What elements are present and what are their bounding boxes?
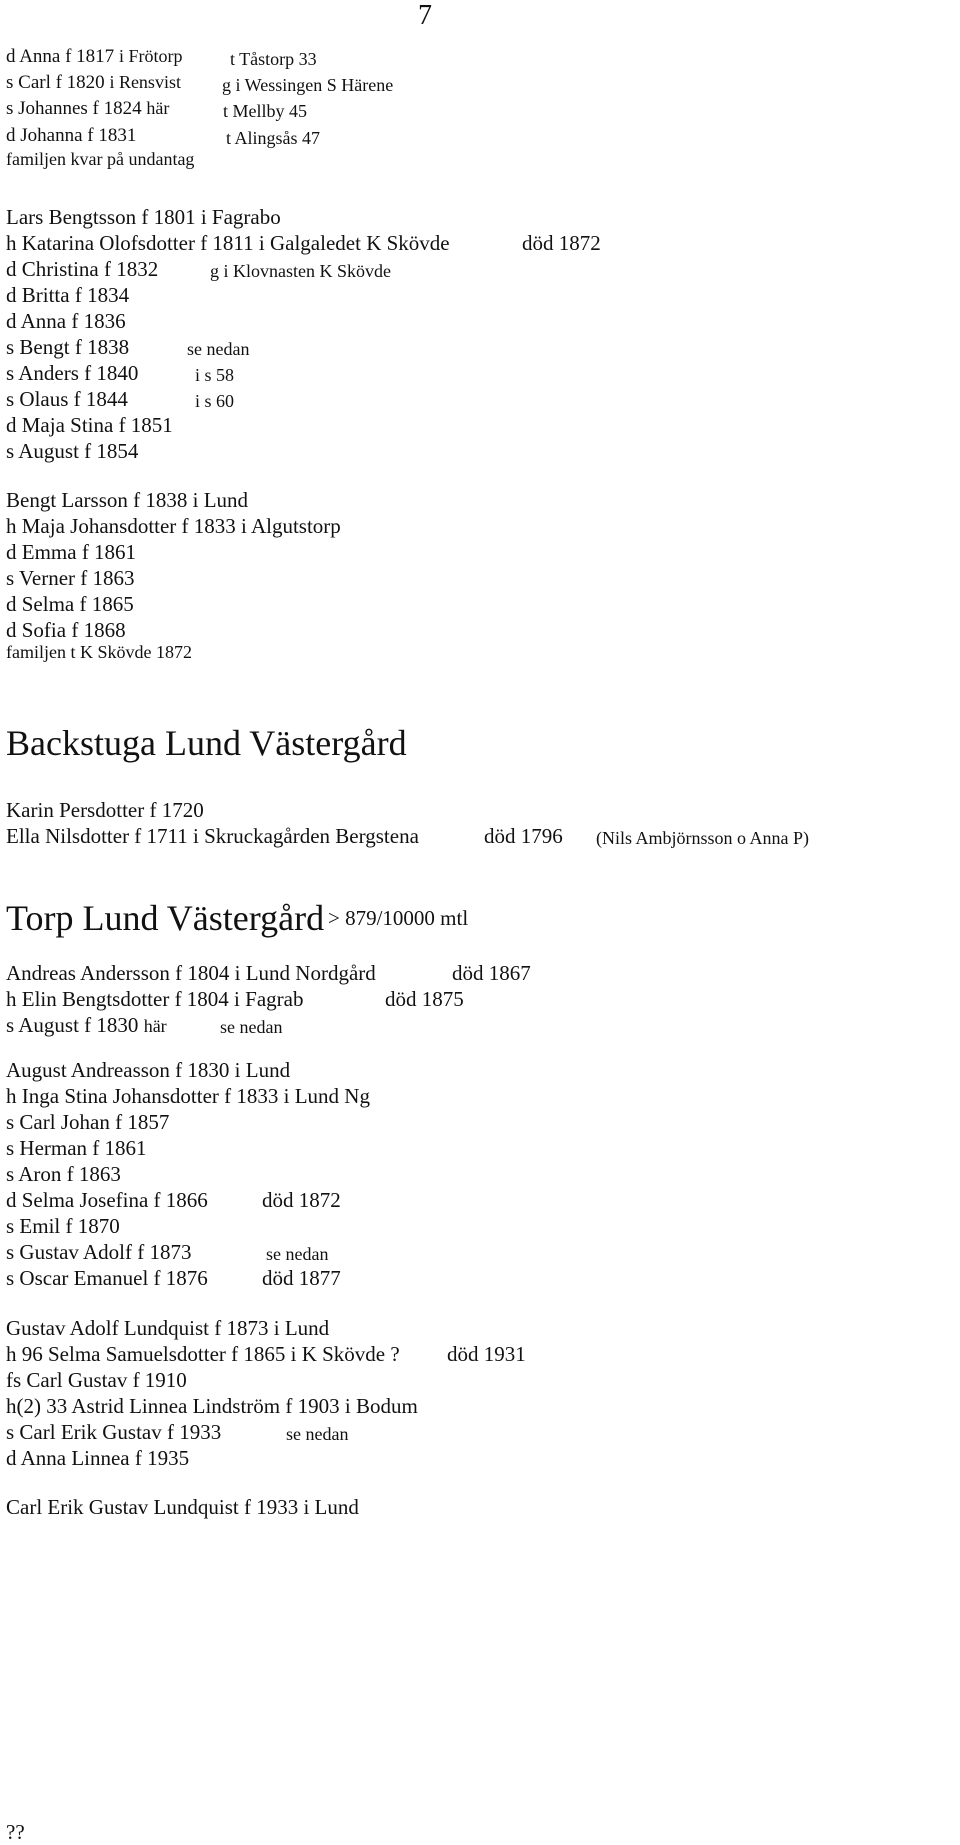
entry-line: s August f 1830 här [6, 1013, 167, 1037]
entry-line: d Emma f 1861 [6, 540, 137, 564]
entry-line: h(2) 33 Astrid Linnea Lindström f 1903 i Bodum [6, 1394, 418, 1418]
section-carl-erik-gustav-lundquist: Carl Erik Gustav Lundquist f 1933 i Lund [6, 1495, 359, 1519]
entry-note: död 1872 [262, 1188, 341, 1212]
entry-line: d Selma Josefina f 1866 [6, 1188, 208, 1212]
entry-line: s Aron f 1863 [6, 1162, 121, 1186]
entry-note: död 1931 [447, 1342, 526, 1366]
entry-note: g i Klovnasten K Skövde [210, 261, 391, 281]
entry-line: d Anna Linnea f 1935 [6, 1446, 190, 1470]
entry-line: s Johannes f 1824 här [6, 98, 170, 119]
entry-line: Lars Bengtsson f 1801 i Fagrabo [6, 205, 281, 229]
entry-note: (Nils Ambjörnsson o Anna P) [596, 828, 810, 848]
entry-line: Bengt Larsson f 1838 i Lund [6, 488, 249, 512]
entry-line: Gustav Adolf Lundquist f 1873 i Lund [6, 1316, 330, 1340]
entry-line: d Anna f 1836 [6, 309, 126, 333]
entry-line: s Carl Erik Gustav f 1933 [6, 1420, 222, 1444]
entry-note: död 1877 [262, 1266, 341, 1290]
entry-note: död 1867 [452, 961, 531, 985]
entry-note: se nedan [187, 339, 250, 359]
entry-line: s Oscar Emanuel f 1876 [6, 1266, 208, 1290]
entry-line: s Carl f 1820 i Rensvist [6, 72, 181, 93]
entry-note: t Tåstorp 33 [230, 49, 317, 69]
section-footer: familjen kvar på undantag [6, 149, 195, 169]
entry-note: död 1872 [522, 231, 601, 255]
entry-line: s Olaus f 1844 [6, 387, 128, 411]
entry-line: August Andreasson f 1830 i Lund [6, 1058, 291, 1082]
entry-line: s Emil f 1870 [6, 1214, 120, 1238]
entry-line: d Johanna f 1831 [6, 125, 137, 146]
entry-note: i s 60 [195, 391, 235, 411]
entry-note: se nedan [266, 1244, 329, 1264]
entry-line: d Christina f 1832 [6, 257, 159, 281]
entry-line: Karin Persdotter f 1720 [6, 798, 204, 822]
entry-line: s Verner f 1863 [6, 566, 135, 590]
entry-line: s Carl Johan f 1857 [6, 1110, 170, 1134]
entry-line: d Sofia f 1868 [6, 618, 126, 642]
entry-line: fs Carl Gustav f 1910 [6, 1368, 187, 1392]
entry-note: död 1875 [385, 987, 464, 1011]
bottom-mark: ?? [6, 1820, 25, 1844]
entry-death: död 1796 [484, 824, 563, 848]
entry-note: t Mellby 45 [223, 101, 307, 121]
entry-note: se nedan [220, 1017, 283, 1037]
entry-line: h Maja Johansdotter f 1833 i Algutstorp [6, 514, 341, 538]
entry-line: s Anders f 1840 [6, 361, 139, 385]
page-number: 7 [418, 0, 432, 31]
entry-note: g i Wessingen S Härene [222, 75, 394, 95]
entry-line: s Bengt f 1838 [6, 335, 130, 359]
entry-line: d Maja Stina f 1851 [6, 413, 173, 437]
entry-line: h 96 Selma Samuelsdotter f 1865 i K Skövde ? [6, 1342, 400, 1366]
entry-note: se nedan [286, 1424, 349, 1444]
entry-line: d Selma f 1865 [6, 592, 134, 616]
entry-line: s August f 1854 [6, 439, 139, 463]
entry-note: i s 58 [195, 365, 235, 385]
entry-line: h Inga Stina Johansdotter f 1833 i Lund Ng [6, 1084, 370, 1108]
entry-line: h Elin Bengtsdotter f 1804 i Fagrab [6, 987, 304, 1011]
entry-line: Andreas Andersson f 1804 i Lund Nordgård [6, 961, 376, 985]
heading-torp-note: > 879/10000 mtl [328, 906, 469, 930]
entry-line: d Britta f 1834 [6, 283, 130, 307]
entry-line: s Gustav Adolf f 1873 [6, 1240, 192, 1264]
heading-torp: Torp Lund Västergård [6, 898, 325, 938]
entry-line: d Anna f 1817 i Frötorp [6, 46, 183, 67]
heading-backstuga: Backstuga Lund Västergård [6, 723, 407, 763]
entry-line: h Katarina Olofsdotter f 1811 i Galgaledet K Skövde [6, 231, 450, 255]
section-footer: familjen t K Skövde 1872 [6, 642, 192, 662]
entry-line: Ella Nilsdotter f 1711 i Skruckagården Bergstena [6, 824, 419, 848]
entry-note: t Alingsås 47 [226, 128, 321, 148]
entry-line: s Herman f 1861 [6, 1136, 147, 1160]
